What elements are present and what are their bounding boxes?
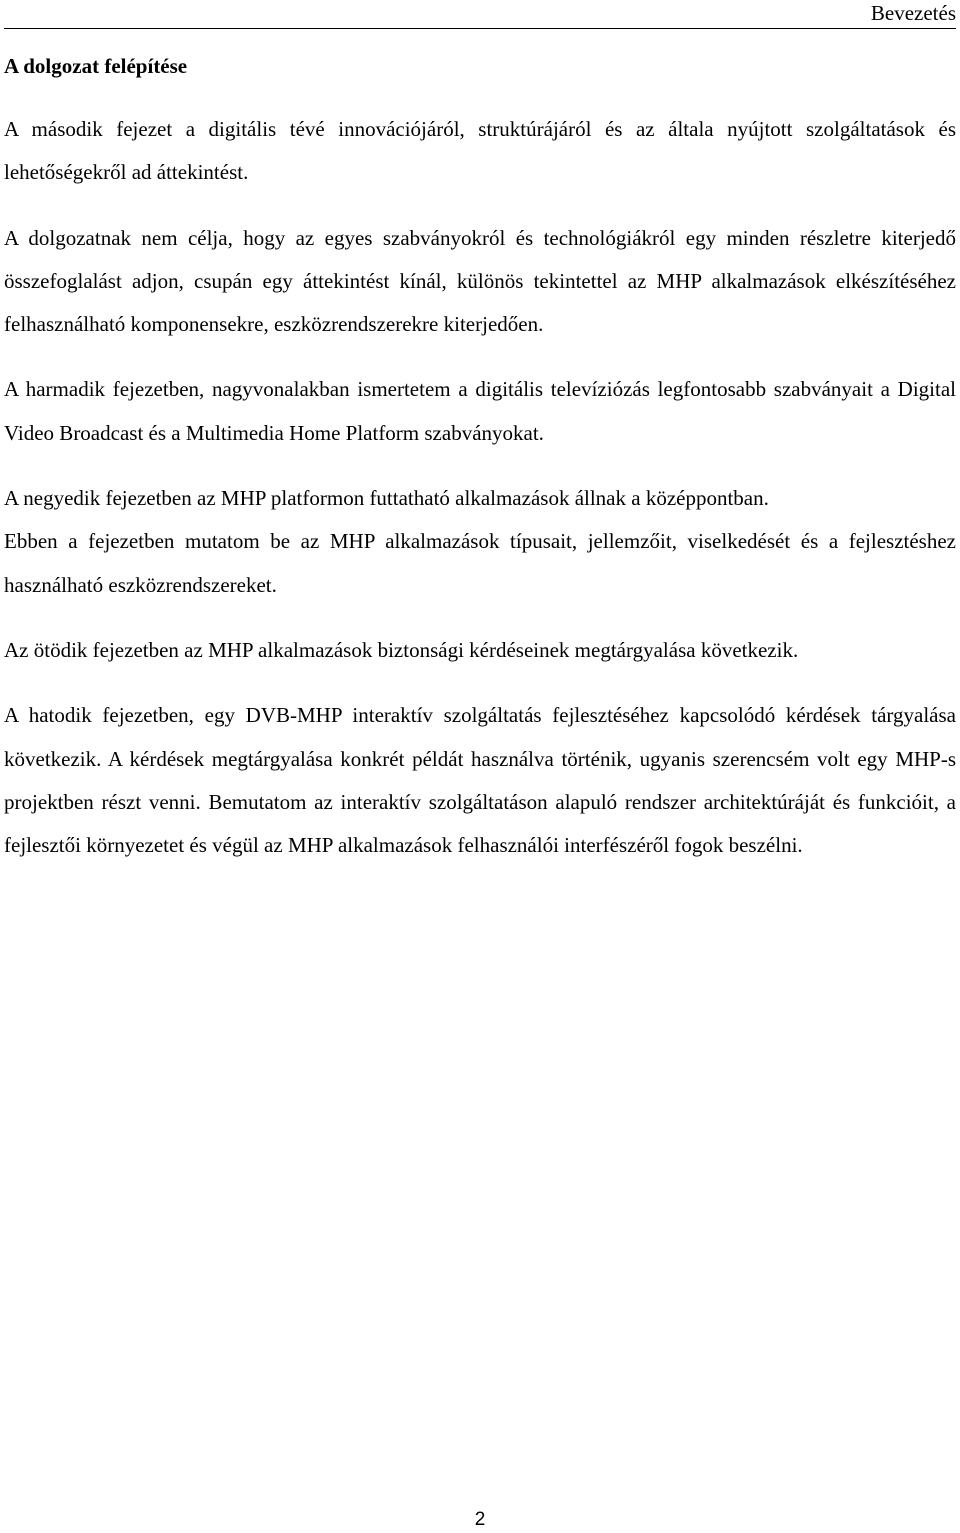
paragraph-scope: A dolgozatnak nem célja, hogy az egyes szabványokról és technológiákról egy minden részletre kiterjedő összefoglalást adjon, csupán egy áttekintést kínál, különös tekintettel az MHP alkalmazások elkészítéséhez felhasználható komponensekre, eszközrendszerekre kiterjedően.	[4, 225, 956, 337]
body-text	[4, 108, 956, 889]
running-header: Bevezetés	[870, 1, 956, 25]
paragraph-chapter-3: A harmadik fejezetben, nagyvonalakban ismertetem a digitális televíziózás legfontosabb szabványait a Digital Video Broadcast és a Multimedia Home Platform szabványokat.	[4, 377, 956, 445]
paragraph-chapter-6: A hatodik fejezetben, egy DVB-MHP interaktív szolgáltatás fejlesztéséhez kapcsolódó kérdések tárgyalása következik. A kérdések megtárgyalása konkrét példát használva történik, ugyanis szerencsém volt egy MHP-s projektben részt venni. Bemutatom az interaktív szolgáltatáson alapuló rendszer architektúráját és funkcióit, a fejlesztői környezetet és végül az MHP alkalmazások felhasználói interfészéről fogok beszélni.	[4, 703, 956, 858]
paragraph-chapter-4-detail: Ebben a fejezetben mutatom be az MHP alkalmazások típusait, jellemzőit, viselkedését és a fejlesztéshez használható eszközrendszereket.	[4, 529, 956, 597]
paragraph-chapter-4: A negyedik fejezetben az MHP platformon futtatható alkalmazások állnak a középpontban.	[4, 486, 769, 511]
paragraph-chapter-5: Az ötödik fejezetben az MHP alkalmazások biztonsági kérdéseinek megtárgyalása következik.	[4, 637, 799, 662]
paragraph-chapter-2: A második fejezet a digitális tévé innovációjáról, struktúrájáról és az általa nyújtott szolgáltatások és lehetőségekről ad áttekintést.	[4, 117, 956, 185]
page-number: 2	[474, 1509, 486, 1530]
section-heading: A dolgozat felépítése	[4, 54, 188, 78]
header-rule	[4, 28, 956, 29]
